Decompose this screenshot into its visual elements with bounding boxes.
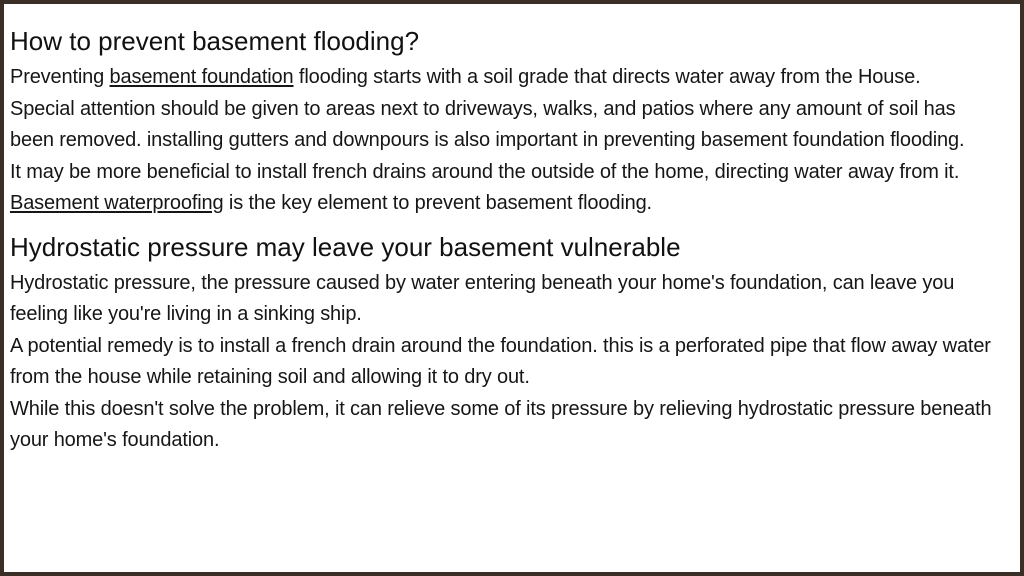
paragraph-relief: While this doesn't solve the problem, it can relieve some of its pressure by relieving hydrostatic pressure beneath your home's foundation. <box>10 397 992 451</box>
content-card <box>4 4 1020 572</box>
basement-waterproofing-link[interactable]: Basement waterproofing <box>10 192 224 214</box>
paragraph-hydrostatic-pressure: Hydrostatic pressure, the pressure caused by water entering beneath your home's foundation, can leave you feeling like you're living in a sinking ship. <box>10 271 955 325</box>
paragraph-remedy: A potential remedy is to install a french drain around the foundation. this is a perforated pipe that flow away water from the house while retaining soil and allowing it to dry out. <box>10 334 991 388</box>
text-segment: Preventing <box>10 66 110 88</box>
basement-foundation-link[interactable]: basement foundation <box>109 66 294 88</box>
text-segment: is the key element to prevent basement flooding. <box>223 192 652 214</box>
section-heading-hydrostatic: Hydrostatic pressure may leave your basement vulnerable <box>10 231 681 262</box>
section-heading-flooding: How to prevent basement flooding? <box>10 26 420 56</box>
paragraph-french-drains <box>10 157 1000 220</box>
paragraph-soil-grade <box>10 62 1000 94</box>
paragraph-special-attention: Special attention should be given to areas next to driveways, walks, and patios where any amount of soil has been removed. installing gutters and downpours is also important in preventing basement foundation flooding. <box>10 97 965 151</box>
text-segment: It may be more beneficial to install french drains around the outside of the home, directing water away from it. <box>10 160 960 183</box>
text-segment: flooding starts with a soil grade that directs water away from the House. <box>293 66 921 88</box>
